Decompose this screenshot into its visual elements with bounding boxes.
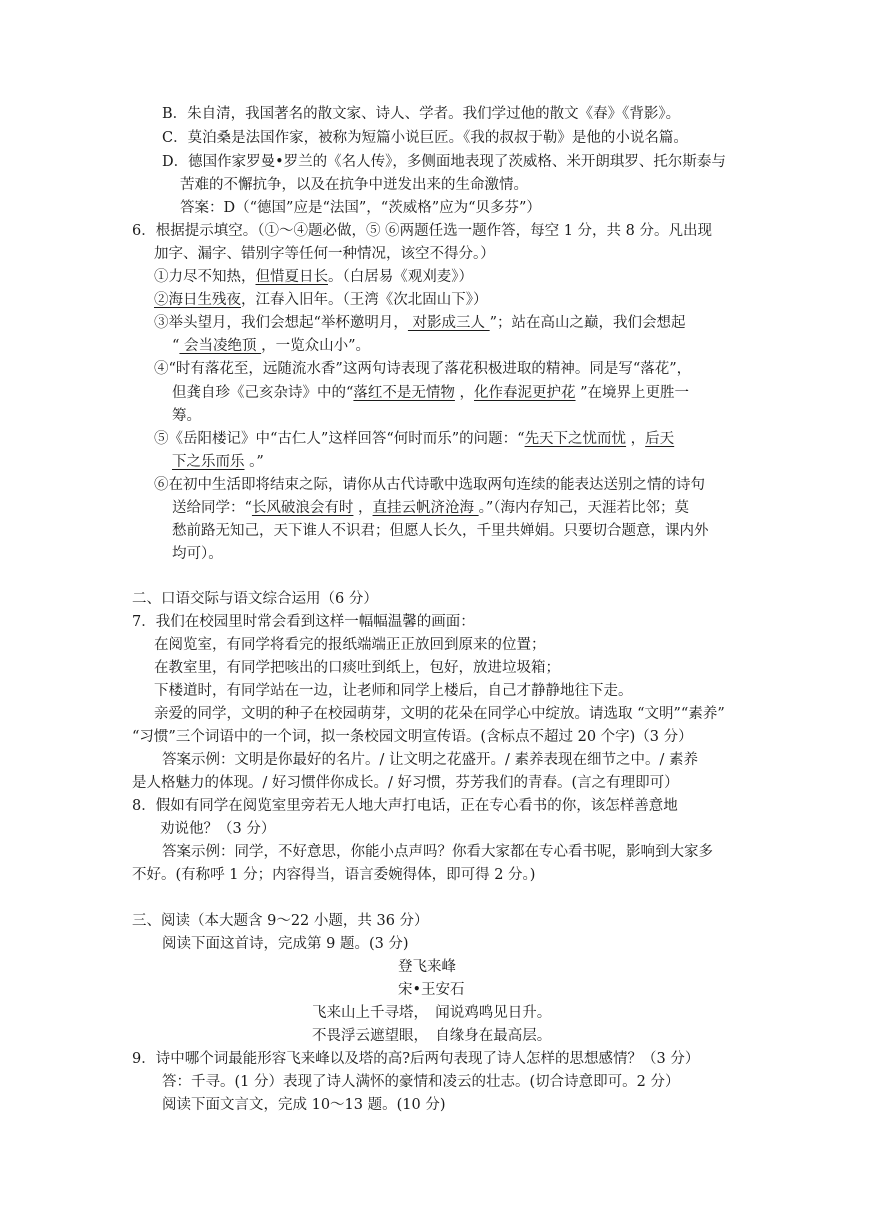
poem-line-1: 飞来山上千寻塔， 闻说鸡鸣见日升。 — [312, 1005, 552, 1021]
answer-blank: 直挂云帆济沧海 — [372, 500, 479, 516]
classical-intro: 阅读下面文言文，完成 10～13 题。(10 分) — [162, 1097, 446, 1113]
answer-blank: 化作春泥更护花 — [474, 385, 576, 401]
q6-item-1: ①力尽不知热，但惜夏日长。（白居易《观刈麦》） — [154, 269, 473, 285]
q8-answer: 答案示例：同学，不好意思，你能小点声吗？你看大家都在专心看书呢，影响到大家多 — [162, 844, 713, 860]
q6-item-5: ⑤《岳阳楼记》中“古仁人”这样回答“何时而乐”的问题：“先天下之忧而忧 ，后天 — [154, 431, 675, 447]
q8-answer-cont: 不好。(有称呼 1 分；内容得当，语言委婉得体，即可得 2 分。) — [132, 867, 536, 883]
answer-blank: 下之乐而乐 — [172, 454, 245, 470]
answer-blank: 对影成三人 — [407, 315, 490, 331]
q6-item-4: ④“时有落花至，远随流水香”这两句诗表现了落花积极进取的精神。同是写“落花”， — [154, 361, 692, 377]
q7-prompt-cont: “习惯”三个词语中的一个词，拟一条校园文明宣传语。(含标点不超过 20 个字)（3 分） — [132, 729, 693, 745]
poem-line-2: 不畏浮云遮望眼， 自缘身在最高层。 — [312, 1028, 552, 1044]
section-2-heading: 二、口语交际与语文综合运用（6 分） — [132, 591, 378, 607]
q7-scene-1: 在阅览室，有同学将看完的报纸端端正正放回到原来的位置； — [154, 637, 546, 653]
answer-blank: 长风破浪会有时 — [251, 500, 354, 516]
q9-answer: 答：千寻。(1 分）表现了诗人满怀的豪情和凌云的壮志。(切合诗意即可。2 分） — [162, 1074, 680, 1090]
q5-answer: 答案：D（“德国”应是“法国”，“茨威格”应为“贝多芬”） — [180, 200, 541, 216]
q6-item-5-cont: 下之乐而乐 。” — [172, 454, 264, 470]
q7-scene-3: 下楼道时，有同学站在一边，让老师和同学上楼后，自己才静静地往下走。 — [154, 683, 633, 699]
poem-author: 宋•王安石 — [398, 982, 465, 998]
q6-item-3: ③举头望月，我们会想起“举杯邀明月， 对影成三人 ”；站在高山之巅，我们会想起 — [154, 315, 686, 331]
poem-title: 登飞来峰 — [398, 959, 456, 975]
answer-blank: 但惜夏日长 — [255, 269, 328, 285]
q6-item-4-cont: 但龚自珍《己亥杂诗》中的“落红不是无情物 ，化作春泥更护花 ”在境界上更胜一 — [172, 385, 690, 401]
answer-blank: 会当凌绝顶 — [179, 338, 262, 354]
answer-blank: 后天 — [645, 431, 675, 447]
q7-stem: 7．我们在校园里时常会看到这样一幅幅温馨的画面： — [132, 614, 475, 630]
answer-blank: 先天下之忧而忧 — [524, 431, 627, 447]
q8-stem-cont: 劝说他？（3 分） — [160, 821, 276, 837]
q6-item-6-line3: 愁前路无知己，天下谁人不识君；但愿人长久，千里共婵娟。只要切合题意，课内外 — [172, 523, 709, 539]
q6-item-6: ⑥在初中生活即将结束之际，请你从古代诗歌中选取两句连续的能表达送别之情的诗句 — [154, 477, 705, 493]
q6-item-2: ②海日生残夜，江春入旧年。（王湾《次北固山下》） — [154, 292, 488, 308]
q6-item-6-cont: 送给同学：“长风破浪会有时 ，直挂云帆济沧海 。”（海内存知己，天涯若比邻；莫 — [172, 500, 690, 516]
q5-option-c: C．莫泊桑是法国作家，被称为短篇小说巨匠。《我的叔叔于勒》是他的小说名篇。 — [162, 130, 688, 146]
q5-option-b: B．朱自清，我国著名的散文家、诗人、学者。我们学过他的散文《春》《背影》。 — [162, 106, 681, 122]
q6-intro: 6．根据提示填空。（①～④题必做，⑤ ⑥两题任选一题作答，每空 1 分，共 8 分。凡出现 — [132, 223, 712, 239]
section-3-heading: 三、阅读（本大题含 9～22 小题，共 36 分） — [132, 913, 429, 929]
q9-stem: 9．诗中哪个词最能形容飞来峰以及塔的高?后两句表现了诗人怎样的思想感情？（3 分） — [132, 1051, 700, 1067]
q6-item-6-line4: 均可）。 — [172, 546, 223, 562]
q5-option-d-cont: 苦难的不懈抗争，以及在抗争中迸发出来的生命激情。 — [180, 177, 528, 193]
q7-scene-2: 在教室里，有同学把咳出的口痰吐到纸上，包好，放进垃圾箱； — [154, 660, 560, 676]
q5-option-d: D．德国作家罗曼•罗兰的《名人传》，多侧面地表现了茨威格、米开朗琪罗、托尔斯泰与 — [162, 154, 726, 170]
poem-intro: 阅读下面这首诗，完成第 9 题。(3 分) — [162, 936, 409, 952]
q6-item-4-end: 筹。 — [172, 408, 201, 424]
q7-answer: 答案示例：文明是你最好的名片。/ 让文明之花盛开。/ 素养表现在细节之中。/ 素养 — [162, 752, 698, 768]
q7-prompt: 亲爱的同学，文明的种子在校园萌芽，文明的花朵在同学心中绽放。请选取 “文明”“素养” — [154, 706, 725, 722]
q7-answer-cont: 是人格魅力的体现。/ 好习惯伴你成长。/ 好习惯，芬芳我们的青春。(言之有理即可） — [132, 775, 679, 791]
q6-intro-cont: 加字、漏字、错别字等任何一种情况，该空不得分。） — [154, 246, 495, 262]
answer-blank: ②海日生残夜 — [154, 292, 241, 308]
q8-stem: 8．假如有同学在阅览室里旁若无人地大声打电话，正在专心看书的你，该怎样善意地 — [132, 798, 678, 814]
q6-item-3-cont: “ 会当凌绝顶 ，一览众山小”。 — [172, 338, 371, 354]
answer-blank: 落红不是无情物 — [353, 385, 455, 401]
